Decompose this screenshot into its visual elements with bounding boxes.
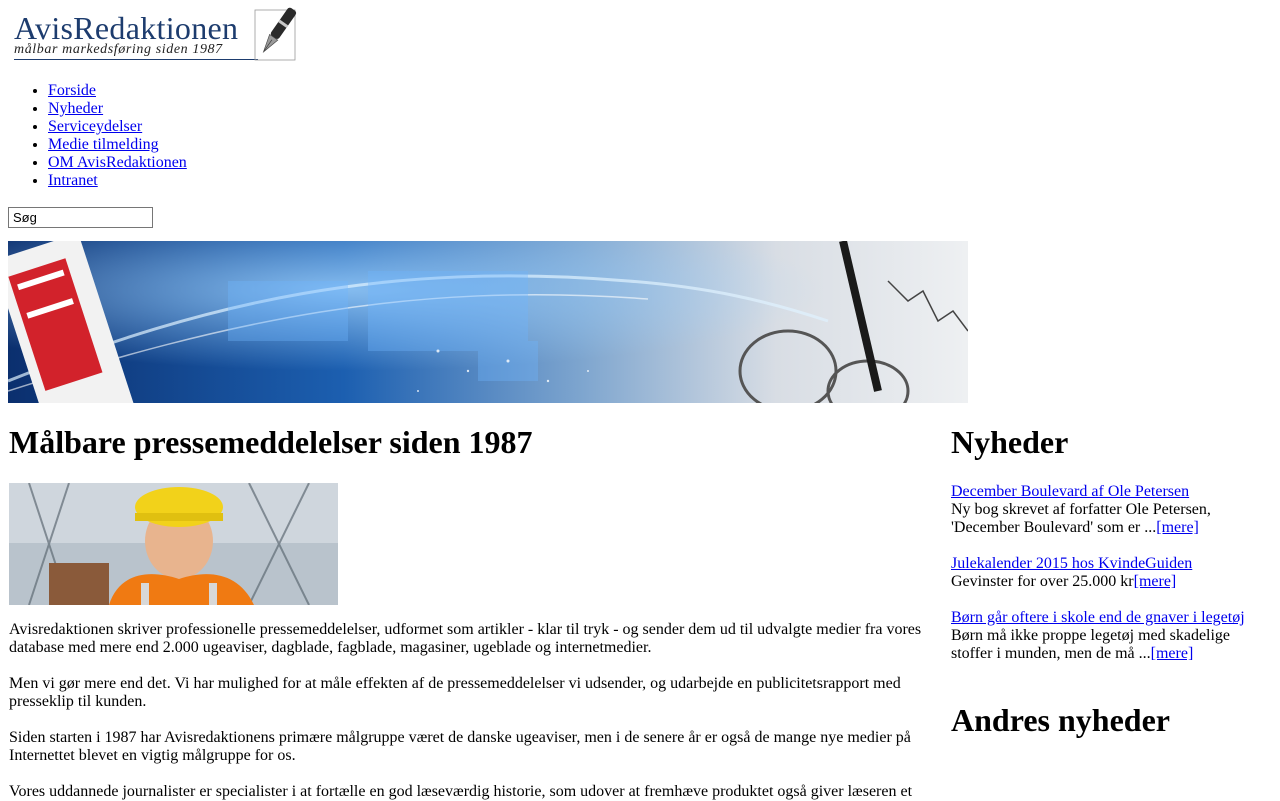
news-heading: Nyheder bbox=[951, 424, 1069, 460]
header-banner bbox=[8, 241, 968, 403]
nav-item-forside bbox=[48, 82, 187, 100]
news-item-more-link[interactable]: [mere] bbox=[1150, 645, 1194, 662]
nav-link-medie-tilmelding[interactable]: Medie tilmelding bbox=[48, 136, 159, 153]
page-title: Målbare pressemeddelelser siden 1987 bbox=[9, 424, 533, 460]
nav-item-intranet bbox=[48, 172, 187, 190]
other-news-heading: Andres nyheder bbox=[951, 702, 1170, 738]
nav-link-serviceydelser[interactable]: Serviceydelser bbox=[48, 118, 143, 135]
nav-item-serviceydelser bbox=[48, 118, 187, 136]
news-item-title-link[interactable]: Julekalender 2015 hos KvindeGuiden bbox=[951, 555, 1193, 572]
news-item-summary bbox=[951, 501, 1251, 537]
news-item-title-link[interactable]: December Boulevard af Ole Petersen bbox=[951, 483, 1190, 500]
site-logo[interactable] bbox=[8, 6, 298, 64]
news-item-more-link[interactable]: [mere] bbox=[1156, 519, 1199, 536]
news-item-summary-text: Børn må ikke proppe legetøj med skadelige stoffer i munden, men de må ... bbox=[951, 627, 1231, 662]
news-item bbox=[951, 483, 1251, 537]
logo-name: AvisRedaktionen bbox=[14, 10, 239, 46]
measure-paragraph: Men vi gør mere end det. Vi har mulighed for at måle effekten af de pressemeddelelser vi udsender, og udarbejde en publicitetsrapport med presseklip til kunden. bbox=[9, 675, 901, 710]
nav-item-om bbox=[48, 154, 187, 172]
news-item-more-link[interactable]: [mere] bbox=[1133, 573, 1177, 590]
nav-link-om[interactable]: OM AvisRedaktionen bbox=[48, 154, 187, 171]
intro-paragraph: Avisredaktionen skriver professionelle pressemeddelelser, udformet som artikler - klar til tryk - og sender dem ud til udvalgte medier fra vores database med mere end 2.000 ugeaviser, dagblade, fagblade, magasiner, ugeblade og internetmedier. bbox=[9, 621, 922, 656]
logo-tagline: målbar markedsføring siden 1987 bbox=[14, 42, 223, 57]
nav-link-nyheder[interactable]: Nyheder bbox=[48, 100, 104, 117]
nav-item-nyheder bbox=[48, 100, 187, 118]
fountain-pen-icon bbox=[252, 6, 300, 64]
news-item-summary bbox=[951, 627, 1251, 663]
news-item-summary-text: Gevinster for over 25.000 kr bbox=[951, 573, 1134, 590]
nav-link-intranet[interactable]: Intranet bbox=[48, 172, 98, 189]
search-input[interactable] bbox=[8, 207, 153, 228]
news-item-summary-text: Ny bog skrevet af forfatter Ole Petersen, 'December Boulevard' som er ... bbox=[951, 501, 1211, 536]
news-item-title-link[interactable]: Børn går oftere i skole end de gnaver i legetøj bbox=[951, 609, 1245, 626]
main-nav bbox=[8, 82, 187, 190]
history-paragraph: Siden starten i 1987 har Avisredaktionens primære målgruppe været de danske ugeaviser, men i de senere år er også de mange nye medier på Internettet blevet en vigtig målgruppe for os. bbox=[9, 729, 911, 764]
logo-underline bbox=[14, 59, 258, 60]
news-item bbox=[951, 555, 1251, 591]
nav-link-forside[interactable]: Forside bbox=[48, 82, 96, 99]
worker-photo bbox=[9, 483, 338, 605]
news-item bbox=[951, 609, 1251, 663]
news-item-summary bbox=[951, 573, 1251, 591]
nav-item-medie-tilmelding bbox=[48, 136, 187, 154]
journalists-paragraph: Vores uddannede journalister er specialister i at fortælle en god læseværdig historie, som udover at fremhæve produktet også giver læseren et bbox=[9, 783, 913, 800]
